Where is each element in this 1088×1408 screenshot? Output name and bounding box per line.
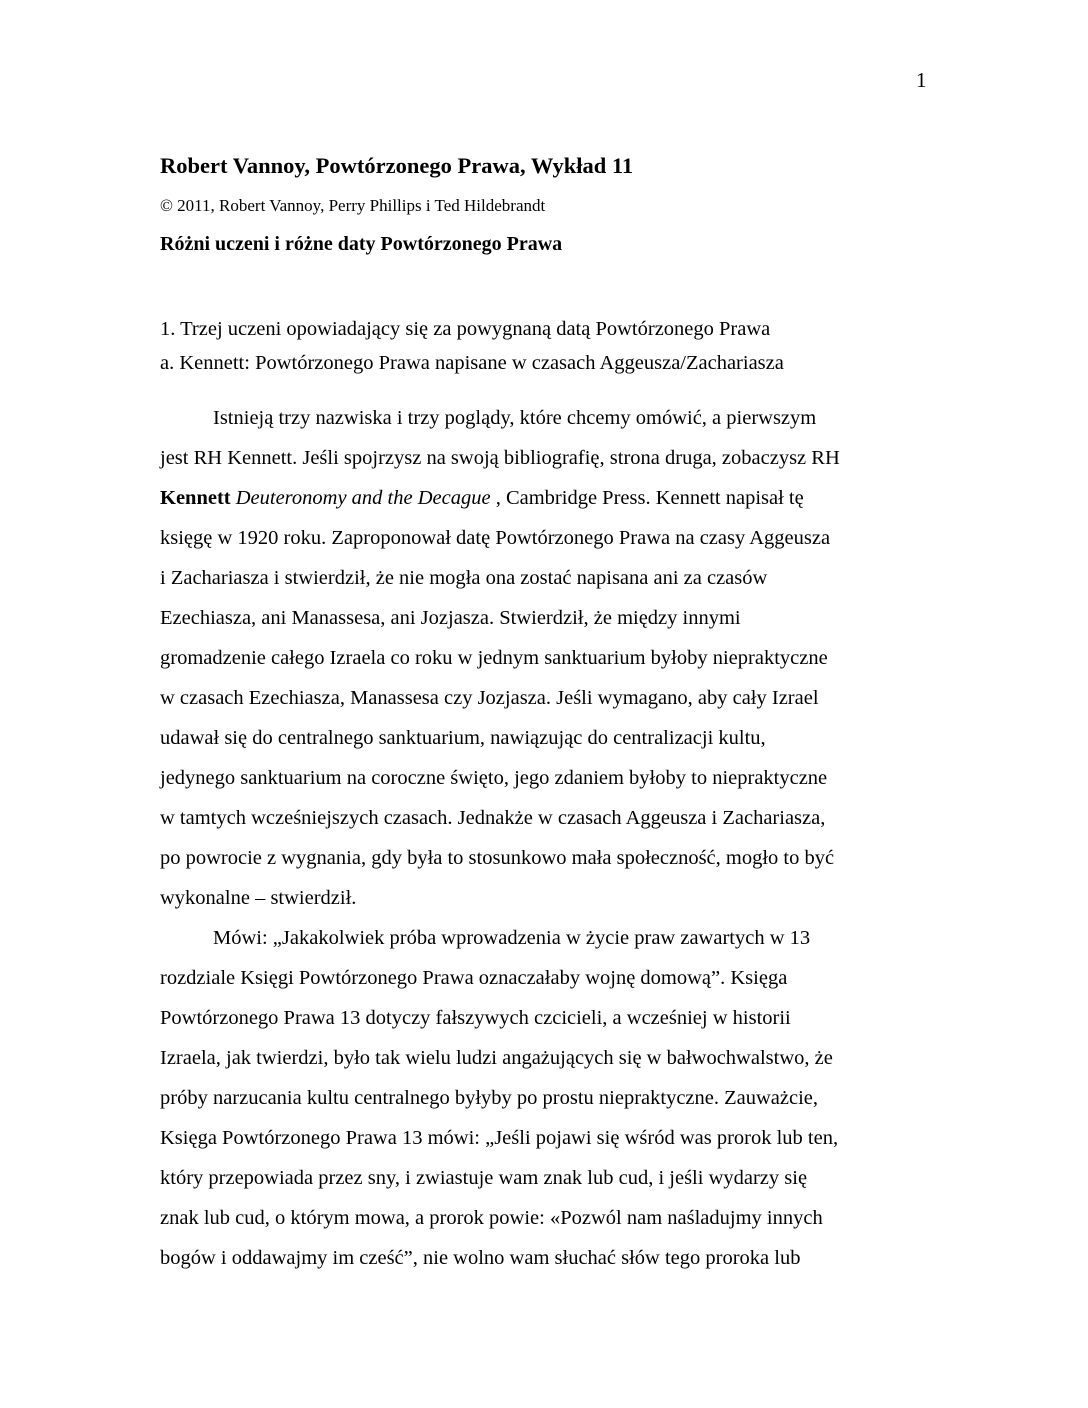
paragraph-line: w tamtych wcześniejszych czasach. Jednakże w czasach Aggeusza i Zachariasza, [160,807,826,829]
paragraph-line: rozdziale Księgi Powtórzonego Prawa oznaczałaby wojnę domową”. Księga [160,967,788,989]
book-title: Deuteronomy and the Decague [235,487,491,509]
paragraph-line: jedynego sanktuarium na coroczne święto, jego zdaniem byłoby to niepraktyczne [160,767,828,789]
paragraph-line: bogów i oddawajmy im cześć”, nie wolno wam słuchać słów tego proroka lub [160,1247,801,1269]
section-heading: 1. Trzej uczeni opowiadający się za powygnaną datą Powtórzonego Prawa [160,318,771,340]
subsection-heading: a. Kennett: Powtórzonego Prawa napisane w czasach Aggeusza/Zachariasza [160,352,784,374]
paragraph-line: Księga Powtórzonego Prawa 13 mówi: „Jeśli pojawi się wśród was prorok lub ten, [160,1127,839,1149]
paragraph-line: jest RH Kennett. Jeśli spojrzysz na swoją bibliografię, strona druga, zobaczysz RH [160,447,840,469]
paragraph-line: Izraela, jak twierdzi, było tak wielu ludzi angażujących się w bałwochwalstwo, że [160,1047,833,1069]
paragraph-line: i Zachariasza i stwierdził, że nie mogła ona zostać napisana ani za czasów [160,567,768,589]
paragraph-line: znak lub cud, o którym mowa, a prorok powie: «Pozwól nam naśladujmy innych [160,1207,823,1229]
paragraph-line: Istnieją trzy nazwiska i trzy poglądy, które chcemy omówić, a pierwszym [213,407,817,429]
paragraph-line: gromadzenie całego Izraela co roku w jednym sanktuarium byłoby niepraktyczne [160,647,828,669]
document-subtitle: Różni uczeni i różne daty Powtórzonego Prawa [160,233,563,255]
paragraph-line: Mówi: „Jakakolwiek próba wprowadzenia w życie praw zawartych w 13 [213,927,811,949]
paragraph-line: Powtórzonego Prawa 13 dotyczy fałszywych czcicieli, a wcześniej w historii [160,1007,791,1029]
paragraph-line: udawał się do centralnego sanktuarium, nawiązując do centralizacji kultu, [160,727,766,749]
paragraph-line: wykonalne – stwierdził. [160,887,357,909]
author-name: Kennett [160,487,231,509]
paragraph-line: próby narzucania kultu centralnego byłyby po prostu niepraktyczne. Zauważcie, [160,1087,819,1109]
paragraph-line: księgę w 1920 roku. Zaproponował datę Powtórzonego Prawa na czasy Aggeusza [160,527,831,549]
paragraph-line: Ezechiasza, ani Manassesa, ani Jozjasza. Stwierdził, że między innymi [160,607,741,629]
document-title: Robert Vannoy, Powtórzonego Prawa, Wykład 11 [160,153,634,178]
paragraph-line: w czasach Ezechiasza, Manassesa czy Jozjasza. Jeśli wymagano, aby cały Izrael [160,687,819,709]
paragraph-line [160,485,804,511]
copyright-notice: © 2011, Robert Vannoy, Perry Phillips i Ted Hildebrandt [160,196,546,215]
paragraph-text: , Cambridge Press. Kennett napisał tę [490,487,804,509]
paragraph-line: po powrocie z wygnania, gdy była to stosunkowo mała społeczność, mogło to być [160,847,835,869]
paragraph-line: który przepowiada przez sny, i zwiastuje wam znak lub cud, i jeśli wydarzy się [160,1167,808,1189]
page-number: 1 [916,68,927,92]
